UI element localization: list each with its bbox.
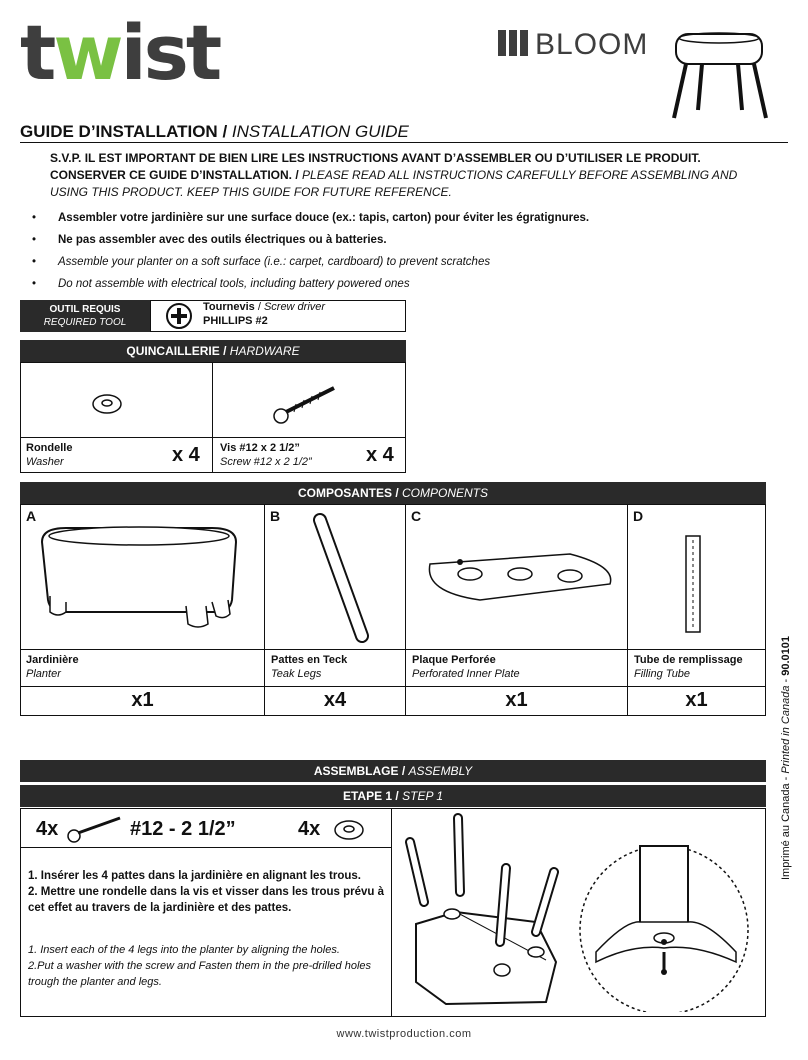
step-1-instructions-en: 1. Insert each of the 4 legs into the planter by aligning the holes. 2.Put a washer with the screw and Fasten them in the pre-drilled holes trough the planter and legs.: [28, 944, 372, 988]
component-a-letter: A: [26, 508, 37, 524]
step-screw-icon: [66, 812, 126, 844]
teak-leg-icon: [300, 510, 380, 646]
intro-text: S.V.P. IL EST IMPORTANT DE BIEN LIRE LES INSTRUCTIONS AVANT D’ASSEMBLER OU D’UTILISER LE PRODUIT. CONSERVER CE GUIDE D’INSTALLATION. / PLEASE READ ALL INSTRUCTIONS CAREFULLY BEFORE ASSEMBLING AND USING THIS PRODUCT. KEEP THIS GUIDE FOR FUTURE REFERENCE.: [50, 151, 738, 199]
step-washer-icon: [332, 818, 366, 842]
hardware-header: QUINCAILLERIE / HARDWARE: [20, 340, 406, 362]
component-b-label: Pattes en Teck Teak Legs: [271, 654, 348, 680]
component-b-qty: x4: [323, 689, 347, 711]
component-b-letter: B: [270, 508, 281, 524]
component-d-qty: x1: [685, 689, 708, 711]
footer-url: www.twistproduction.com: [336, 1028, 472, 1040]
list-item: • Ne pas assembler avec des outils électriques ou à batteries.: [32, 234, 387, 246]
component-d-label: Tube de remplissage Filling Tube: [634, 654, 743, 680]
print-origin-code: Imprimé au Canada - Printed in Canada - 90.0101: [780, 636, 792, 880]
screw-icon: [270, 382, 340, 426]
step-1-instructions-fr: 1. Insérer les 4 pattes dans la jardinière en alignant les trous. 2. Mettre une rondelle dans la vis et visser dans les trous prévu à cet effet au travers de la jardinière et des pattes.: [28, 870, 384, 914]
perforated-plate-icon: [420, 548, 620, 608]
page-title: GUIDE D’INSTALLATION / INSTALLATION GUIDE: [20, 122, 409, 141]
title-divider: [20, 142, 788, 143]
phillips-screw-icon: [166, 303, 192, 329]
planter-drawing-icon: [36, 520, 246, 640]
component-d-letter: D: [633, 508, 644, 524]
washer-icon: [90, 392, 124, 416]
required-tool-text: Tournevis / Screw driver PHILLIPS #2: [203, 301, 326, 327]
screw-qty: x 4: [366, 444, 394, 466]
bloom-bars-icon: [498, 30, 531, 61]
planter-product-icon: [662, 28, 772, 128]
list-item: • Assemble your planter on a soft surface (i.e.: carpet, cardboard) to prevent scratches: [32, 256, 491, 268]
list-item: • Do not assemble with electrical tools, including battery powered ones: [32, 278, 410, 290]
component-a-qty: x1: [131, 689, 154, 711]
washer-qty: x 4: [172, 444, 200, 466]
screw-label: Vis #12 x 2 1/2” Screw #12 x 2 1/2”: [220, 442, 312, 468]
component-c-qty: x1: [505, 689, 528, 711]
washer-label: Rondelle Washer: [26, 442, 73, 468]
assembly-header: ASSEMBLAGE / ASSEMBLY: [20, 760, 766, 782]
component-c-letter: C: [411, 508, 422, 524]
step-screw-qty: 4x: [36, 818, 59, 840]
step-1-assembly-diagram: [396, 812, 760, 1012]
step-washer-qty: 4x: [298, 818, 321, 840]
components-header: COMPOSANTES / COMPONENTS: [20, 482, 766, 504]
required-tool-label: OUTIL REQUIS REQUIRED TOOL: [20, 300, 150, 332]
list-item: • Assembler votre jardinière sur une surface douce (ex.: tapis, carton) pour éviter les égratignures.: [32, 212, 590, 224]
bloom-brand: [498, 28, 648, 62]
brand-name: BLOOM: [535, 28, 649, 61]
step-screw-size: #12 - 2 1/2”: [130, 818, 236, 840]
component-a-label: Jardinière Planter: [26, 654, 79, 680]
filling-tube-icon: [674, 530, 714, 640]
step-1-header: ETAPE 1 / STEP 1: [20, 785, 766, 807]
twist-logo: twist: [20, 8, 220, 97]
component-c-label: Plaque Perforée Perforated Inner Plate: [412, 654, 520, 680]
precaution-list: [32, 212, 752, 300]
